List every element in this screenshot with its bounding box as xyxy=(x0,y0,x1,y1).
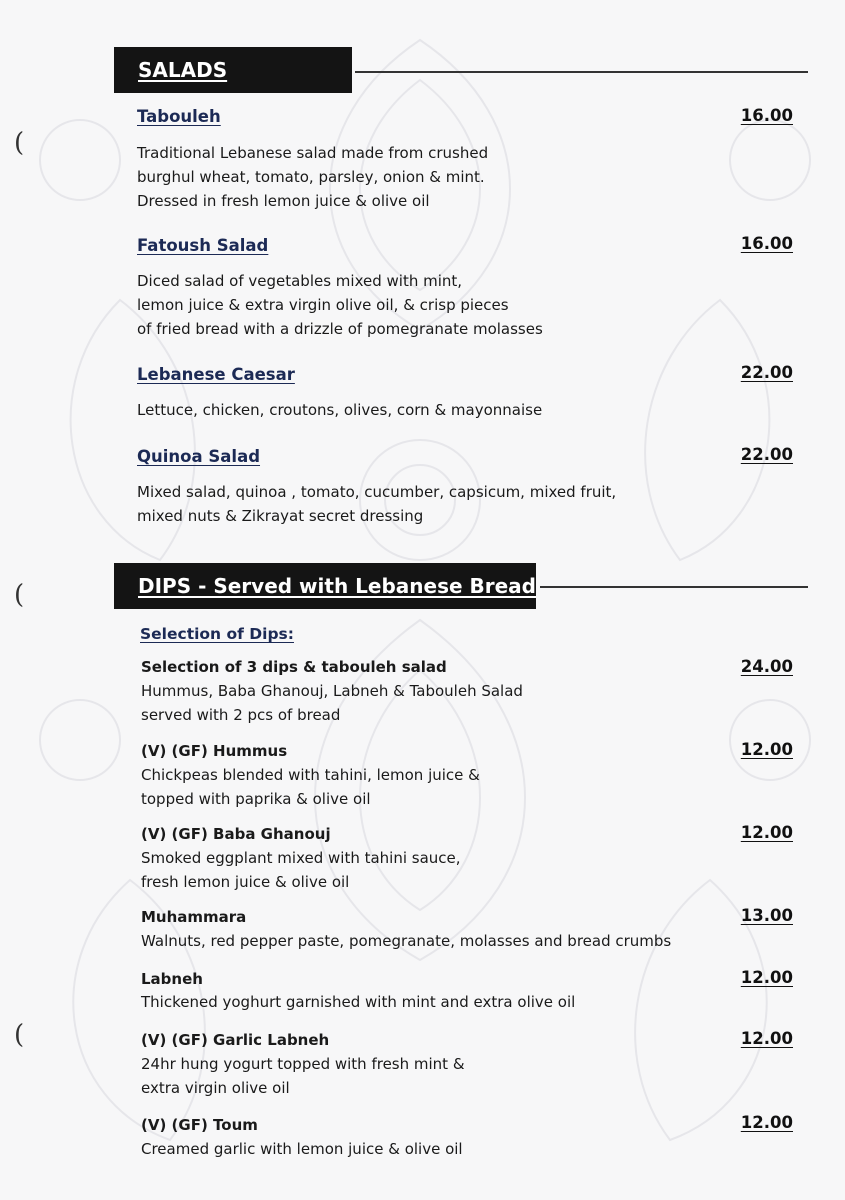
menu-item-name: Quinoa Salad xyxy=(137,447,261,466)
menu-item-name: Tabouleh xyxy=(137,107,221,126)
section-header-salads xyxy=(114,47,352,93)
menu-item-description xyxy=(137,398,542,422)
menu-item-description xyxy=(141,763,480,811)
description-line: Chickpeas blended with tahini, lemon juice & xyxy=(141,766,480,784)
menu-item-price: 12.00 xyxy=(740,968,793,987)
description-line: 24hr hung yogurt topped with fresh mint & xyxy=(141,1055,465,1073)
menu-item-description xyxy=(141,846,461,894)
menu-item-name: Muhammara xyxy=(141,908,247,926)
section-divider xyxy=(540,586,808,588)
menu-item-name: Fatoush Salad xyxy=(137,236,269,255)
menu-item-name: Labneh xyxy=(141,970,203,988)
section-header-dips xyxy=(114,563,536,609)
menu-item-price: 13.00 xyxy=(740,906,793,925)
menu-item-description xyxy=(141,1137,463,1161)
section-divider xyxy=(355,71,808,73)
description-line: burghul wheat, tomato, parsley, onion & mint. xyxy=(137,168,485,186)
description-line: extra virgin olive oil xyxy=(141,1079,290,1097)
menu-item-description xyxy=(137,269,543,341)
description-line: fresh lemon juice & olive oil xyxy=(141,873,350,891)
menu-item-price: 16.00 xyxy=(740,106,793,125)
binder-hole-mark: ( xyxy=(14,580,25,610)
menu-item-price: 24.00 xyxy=(740,657,793,676)
section-header-label: DIPS - Served with Lebanese Bread xyxy=(138,574,536,598)
menu-item-price: 12.00 xyxy=(740,1113,793,1132)
subsection-title: Selection of Dips: xyxy=(140,625,294,643)
menu-item-price: 12.00 xyxy=(740,823,793,842)
description-line: topped with paprika & olive oil xyxy=(141,790,371,808)
menu-item-price: 16.00 xyxy=(740,234,793,253)
description-line: Walnuts, red pepper paste, pomegranate, molasses and bread crumbs xyxy=(141,932,672,950)
binder-hole-mark: ( xyxy=(14,128,25,158)
menu-item-description xyxy=(141,1052,465,1100)
menu-item-description xyxy=(141,929,671,953)
menu-item-price: 12.00 xyxy=(740,1029,793,1048)
description-line: Thickened yoghurt garnished with mint and extra olive oil xyxy=(141,993,576,1011)
menu-item-description xyxy=(141,990,575,1014)
description-line: Diced salad of vegetables mixed with mint, xyxy=(137,272,463,290)
description-line: Smoked eggplant mixed with tahini sauce, xyxy=(141,849,461,867)
menu-item-name: (V) (GF) Hummus xyxy=(141,742,288,760)
description-line: Traditional Lebanese salad made from crushed xyxy=(137,144,489,162)
menu-item-price: 12.00 xyxy=(740,740,793,759)
menu-item-name: (V) (GF) Garlic Labneh xyxy=(141,1031,330,1049)
description-line: Dressed in fresh lemon juice & olive oil xyxy=(137,192,430,210)
description-line: of fried bread with a drizzle of pomegranate molasses xyxy=(137,320,543,338)
menu-item-name: (V) (GF) Toum xyxy=(141,1116,258,1134)
description-line: Hummus, Baba Ghanouj, Labneh & Tabouleh Salad xyxy=(141,682,523,700)
description-line: mixed nuts & Zikrayat secret dressing xyxy=(137,507,424,525)
menu-item-description xyxy=(141,679,523,727)
description-line: lemon juice & extra virgin olive oil, & crisp pieces xyxy=(137,296,509,314)
menu-item-name: Selection of 3 dips & tabouleh salad xyxy=(141,658,447,676)
description-line: Mixed salad, quinoa , tomato, cucumber, capsicum, mixed fruit, xyxy=(137,483,617,501)
section-header-label: SALADS xyxy=(138,58,228,82)
menu-item-description xyxy=(137,141,488,213)
menu-item-name: Lebanese Caesar xyxy=(137,365,295,384)
menu-item-name: (V) (GF) Baba Ghanouj xyxy=(141,825,331,843)
menu-item-price: 22.00 xyxy=(740,445,793,464)
description-line: Lettuce, chicken, croutons, olives, corn & mayonnaise xyxy=(137,401,543,419)
description-line: served with 2 pcs of bread xyxy=(141,706,341,724)
menu-item-description xyxy=(137,480,616,528)
menu-item-price: 22.00 xyxy=(740,363,793,382)
binder-hole-mark: ( xyxy=(14,1020,25,1050)
description-line: Creamed garlic with lemon juice & olive oil xyxy=(141,1140,463,1158)
